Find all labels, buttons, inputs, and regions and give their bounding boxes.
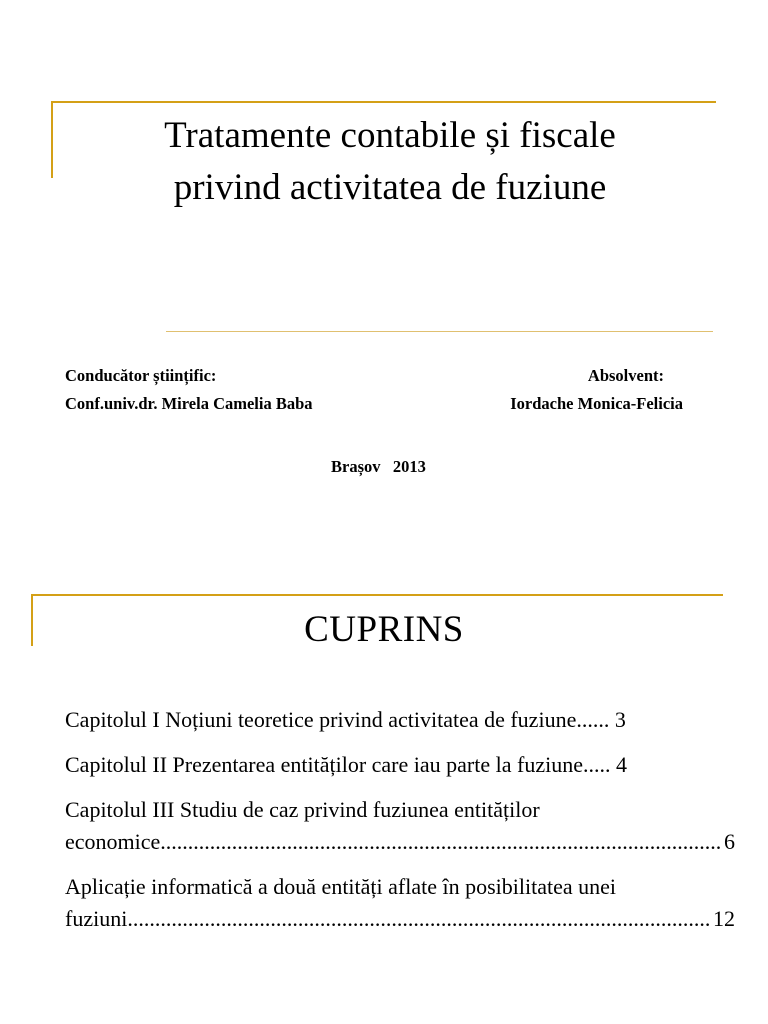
toc-entry-chapter-1 <box>65 704 735 736</box>
toc-entry-title: Aplicație informatică a două entități aflate în posibilitatea unei <box>65 874 617 899</box>
graduate-name: Iordache Monica-Felicia <box>510 394 683 413</box>
slide-frame-top-line <box>51 101 716 103</box>
graduate-label: Absolvent: <box>587 366 664 385</box>
toc-entry-page: 3 <box>614 707 626 732</box>
toc-entry-dots: ...... <box>576 707 610 732</box>
presentation-title <box>60 110 720 214</box>
toc-entry-title: Capitolul III Studiu de caz privind fuziunea entităților <box>65 797 540 822</box>
toc-entry-title-continued: economice <box>65 829 161 854</box>
toc-entry-application <box>65 871 735 935</box>
toc-entry-title: Capitolul I Noțiuni teoretice privind activitatea de fuziune <box>65 707 577 732</box>
toc-entry-page: 12 <box>713 906 735 931</box>
place-and-year: Brașov 2013 <box>331 457 426 476</box>
toc-entry-page: 4 <box>615 752 627 777</box>
toc-entry-page: 6 <box>724 829 735 854</box>
title-line-1: Tratamente contabile și fiscale <box>164 115 616 156</box>
slide-frame-left-line <box>51 101 53 178</box>
toc-entry-chapter-2 <box>65 749 735 781</box>
title-divider-line <box>166 331 713 332</box>
advisor-name: Conf.univ.dr. Mirela Camelia Baba <box>65 394 313 413</box>
toc-entry-chapter-3 <box>65 794 735 858</box>
contents-slide <box>0 512 768 1024</box>
advisor-label: Conducător științific: <box>65 366 217 385</box>
toc-entry-leader <box>160 826 722 858</box>
toc-entry-leader <box>127 903 711 935</box>
toc-entry-dots: ..... <box>582 752 611 777</box>
toc-entry-title-continued: fuziuni <box>65 906 128 931</box>
slide-frame-top-line <box>31 594 723 596</box>
toc-entry-title: Capitolul II Prezentarea entităților care iau parte la fuziune <box>65 752 583 777</box>
contents-heading: CUPRINS <box>304 609 464 650</box>
table-of-contents <box>65 704 735 948</box>
title-line-2: privind activitatea de fuziune <box>173 167 607 208</box>
